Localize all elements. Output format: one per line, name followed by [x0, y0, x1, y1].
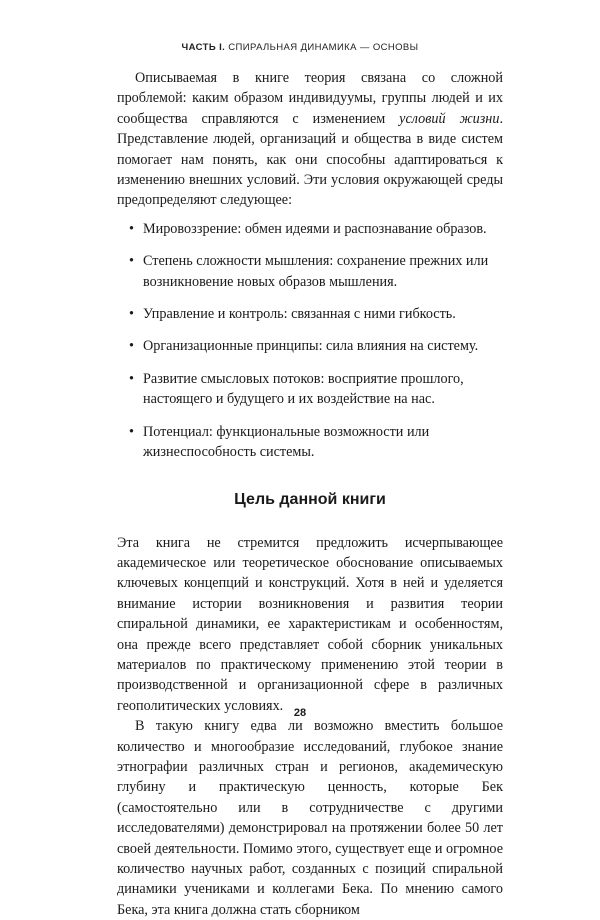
bullet-icon: •	[129, 370, 134, 387]
list-item-text: Развитие смысловых потоков: восприятие прошлого, настоящего и будущего и их воздействие на нас.	[143, 370, 464, 408]
intro-text-1: Описываемая в книге теория связана со сложной проблемой: каким образом индивидуумы, группы людей и их сообщества справляются с изменением	[117, 70, 503, 127]
chapter-title: СПИРАЛЬНАЯ ДИНАМИКА — ОСНОВЫ	[228, 42, 419, 53]
bullet-icon: •	[129, 338, 134, 355]
list-item	[117, 251, 503, 292]
running-header	[0, 42, 600, 53]
intro-text-2: . Представление людей, организаций и общества в виде систем помогает нам понять, как они способны адаптироваться к изменению внешних условий. Эти условия окружающей среды предопределяют следующее:	[117, 110, 503, 209]
bullet-icon: •	[129, 423, 134, 440]
list-item	[117, 304, 503, 324]
bullet-icon: •	[129, 306, 134, 323]
list-item	[117, 336, 503, 356]
list-item-text: Управление и контроль: связанная с ними гибкость.	[143, 306, 456, 323]
page-number: 28	[293, 707, 307, 719]
list-item-text: Потенциал: функциональные возможности или жизнеспособность системы.	[143, 423, 430, 461]
body-paragraph: В такую книгу едва ли возможно вместить большое количество и многообразие исследований, глубокое знание этнографии различных стран и регионов, академическую глубину и практическую ценность, которые Бек (самостоятельно или в сотрудничестве с другими исследователями) демонстрировал на протяжении более 50 лет своей деятельности. Помимо этого, существует еще и огромное количество научных работ, созданных с позиций спиральной динамики учениками и коллегами Бека. По мнению самого Бека, эта книга должна стать сборником	[117, 718, 503, 918]
conditions-list	[117, 219, 503, 463]
section-heading: Цель данной книги	[234, 490, 386, 508]
page-body	[117, 68, 503, 920]
list-item-text: Организационные принципы: сила влияния на систему.	[143, 338, 479, 355]
bullet-icon: •	[129, 253, 134, 270]
list-item	[117, 369, 503, 410]
list-item	[117, 422, 503, 463]
bullet-icon: •	[129, 220, 134, 237]
list-item-text: Степень сложности мышления: сохранение прежних или возникновение новых образов мышления.	[143, 253, 489, 290]
list-item-text: Мировоззрение: обмен идеями и распознавание образов.	[143, 220, 487, 237]
intro-paragraph	[117, 68, 503, 211]
part-label: ЧАСТЬ I.	[181, 42, 226, 53]
list-item	[117, 219, 503, 239]
body-paragraph: Эта книга не стремится предложить исчерпывающее академическое или теоретическое обоснование описываемых ключевых концепций и конструкций. Хотя в ней и уделяется внимание истории возникновения и развития теории спиральной динамики, ее характеристикам и особенностям, она прежде всего представляет собой сборник уникальных материалов по практическому применению этой теории в производственной и организационной сфере в различных геополитических условиях.	[117, 534, 503, 714]
intro-emphasis: условий жизни	[399, 110, 500, 127]
